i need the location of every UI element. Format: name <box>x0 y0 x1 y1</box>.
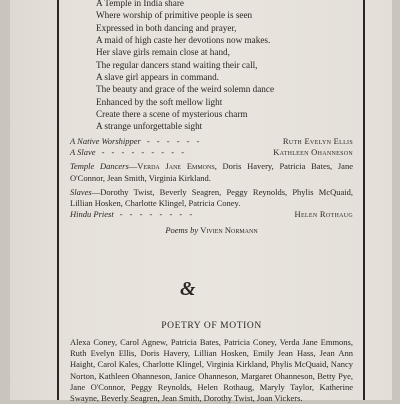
leader-dashes: - - - - - - - - <box>119 209 195 220</box>
dancer-names: , Doris Havery, Patricia Bates, Jane O'Connor, Jean Smith, Virginia Kirkland. <box>70 161 353 183</box>
slave-names: Dorothy Twist, Beverly Seagren, Peggy Reynolds, Phylis McQuaid, Lillian Hosken, Charlotte Klingel, Patricia Coney. <box>70 186 353 209</box>
poem-line: Create there a scene of mysterious charm <box>96 109 248 120</box>
cast-row-hindu-priest <box>70 209 353 220</box>
leader-dashes: - - - - - - <box>146 136 202 146</box>
cast-row-slave <box>70 147 353 158</box>
poem-line: The beauty and grace of the weird solemn dance <box>96 84 275 95</box>
role-name: Hindu Priest <box>70 209 114 220</box>
cast-list <box>70 136 353 237</box>
player-name: Helen Rothaug <box>294 209 353 220</box>
poem-verse <box>96 0 336 133</box>
poem-line: A maid of high caste her devotions now makes. <box>96 35 271 46</box>
player-name: Kathleen Ohanneson <box>273 147 353 158</box>
performer-names: Alexa Coney, Carol Agnew, Patricia Bates, Patricia Coney, Verda Jane Emmons, Ruth Evelyn Ellis, Doris Havery, Lillian Hosken, Emily Jean Hass, Jean Ann Haight, Carol Kales, Charlotte Klingel, Virginia Kirkland, Phylis McQuaid, Nancy Norton, Kathleen Ohanneson, Janice Ohanneson, Margaret Ohanneson, Betty Pye, Jane O'Connor, Peggy Reynolds, Helen Rothaug, Maryly Taylor, Katherine Swayne, Beverly Seagren, Jean Smith, Dorothy Twist, Joan Vickers. <box>70 337 353 404</box>
poem-line: Enhanced by the soft mellow light <box>96 96 223 107</box>
role-name: A Native Worshipper <box>70 136 141 146</box>
poem-line: The regular dancers stand waiting their call, <box>96 59 258 70</box>
poems-credit <box>70 225 353 236</box>
lead-dancer: Verda Jane Emmons <box>137 161 215 172</box>
leader-dashes: - - - - - - - - - <box>101 147 187 158</box>
poem-line: Where worship of primitive people is seen <box>96 10 253 21</box>
poem-line: A slave girl appears in command. <box>96 72 219 83</box>
ampersand-ornament: & <box>180 278 196 300</box>
poem-line: Expressed in both dancing and prayer, <box>96 22 237 33</box>
credit-author: Vivien Normann <box>200 225 258 236</box>
poem-line: Her slave girls remain close at hand, <box>96 47 230 58</box>
role-name: Slaves <box>70 186 92 197</box>
poem-line: A strange unforgettable sight <box>96 121 203 132</box>
player-name: Ruth Evelyn Ellis <box>282 136 353 146</box>
cast-block-slaves: Slaves—Dorothy Twist, Beverly Seagren, Peggy Reynolds, Phylis McQuaid, Lillian Hosken, Charlotte Klingel, Patricia Coney. <box>70 186 353 209</box>
credit-label: Poems by <box>165 225 199 236</box>
left-border-rule <box>57 0 59 400</box>
cast-block-temple-dancers: Temple Dancers—Verda Jane Emmons, Doris Havery, Patricia Bates, Jane O'Connor, Jean Smith, Virginia Kirkland. <box>70 161 353 183</box>
cast-row-native-worshipper <box>70 136 353 147</box>
poem-line: A Temple in India share <box>96 0 184 8</box>
section-title: POETRY OF MOTION <box>161 321 262 331</box>
role-name: Temple Dancers <box>70 161 129 172</box>
role-name: A Slave <box>70 147 96 158</box>
right-border-rule <box>363 0 365 400</box>
